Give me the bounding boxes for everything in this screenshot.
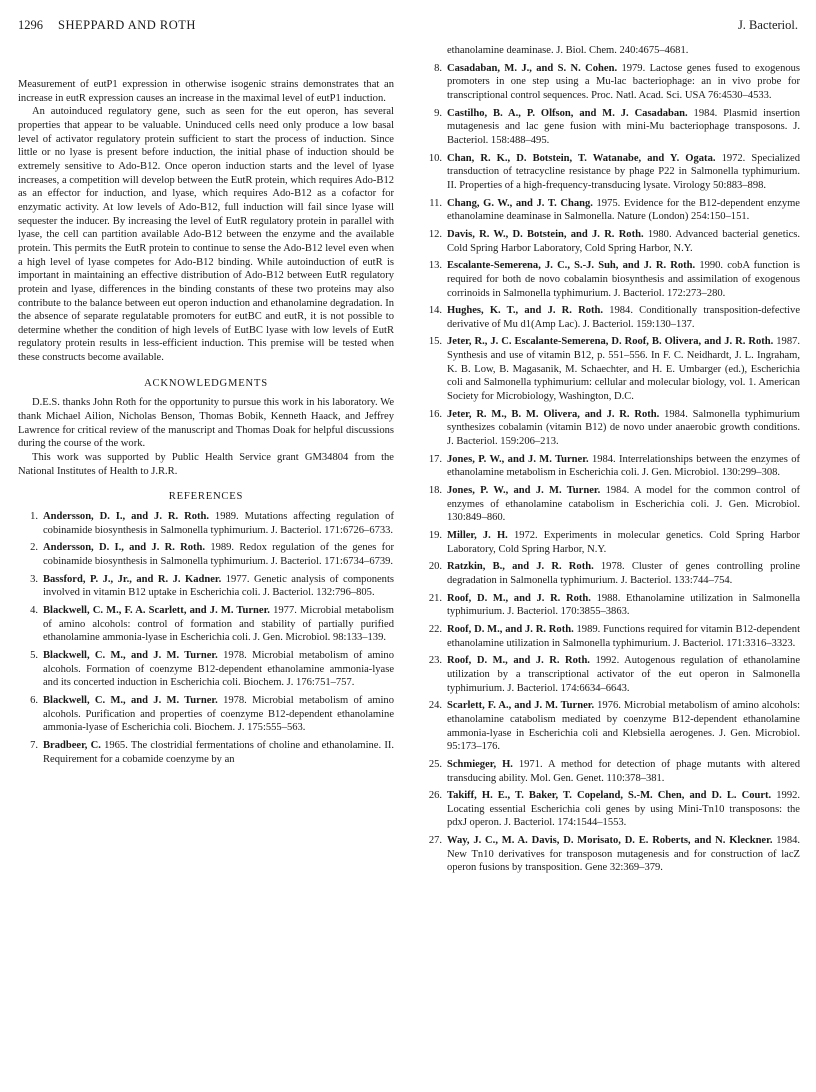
- reference-item: [422, 560, 800, 587]
- reference-number: 3.: [30, 573, 38, 585]
- reference-text: [447, 408, 800, 449]
- reference-item: [422, 304, 800, 331]
- acknowledgments-heading: ACKNOWLEDGMENTS: [144, 377, 268, 389]
- reference-authors: Bradbeer, C.: [43, 739, 101, 751]
- reference-item: [422, 335, 800, 403]
- reference-citation: 1975. Evidence for the B12-dependent enzyme ethanolamine deaminase in Salmonella. Nature (London) 254:150–151.: [447, 197, 800, 223]
- reference-item: [422, 259, 800, 300]
- reference-citation: 1980. Advanced bacterial genetics. Cold Spring Harbor Laboratory, Cold Spring Harbor, N.Y.: [447, 228, 800, 254]
- reference-number: 6.: [30, 694, 38, 706]
- reference-citation: 1992. Autogenous regulation of ethanolamine utilization by a transcriptional activator of the eut operon in Salmonella typhimurium. J. Bacteriol. 174:6634–6643.: [447, 655, 801, 694]
- reference-text: [43, 510, 394, 537]
- right-column: [422, 44, 800, 879]
- reference-item: [422, 529, 800, 556]
- reference-citation: 1989. Functions required for vitamin B12-dependent ethanolamine utilization in Salmonella typhimurium. J. Bacteriol. 171:3316–3323.: [447, 623, 800, 649]
- reference-item: [422, 44, 800, 58]
- reference-item: [422, 699, 800, 754]
- reference-authors: Jones, P. W., and J. M. Turner.: [447, 485, 601, 497]
- reference-text: [43, 604, 394, 645]
- reference-text: [447, 453, 800, 480]
- reference-item: [422, 197, 800, 224]
- reference-authors: Miller, J. H.: [447, 530, 508, 541]
- reference-number: 11.: [429, 197, 442, 209]
- acknowledgments-paragraph-1: D.E.S. thanks John Roth for the opportunity to pursue this work in his laboratory. We thank Michael Ailion, Nicholas Benson, Thomas Bobik, Kenneth Haack, and Jeffrey Lawrence for critical review of the manuscript and Thomas Doak for helpful discussions during the course of the work.: [18, 397, 394, 450]
- reference-number: 8.: [434, 62, 442, 74]
- reference-authors: Hughes, K. T., and J. R. Roth.: [447, 305, 604, 317]
- reference-item: [18, 604, 394, 645]
- reference-citation: 1987. Synthesis and use of vitamin B12, p. 551–556. In F. C. Neidhardt, J. L. Ingraham, K. B. Low, B. Magasanik, M. Schaechter, and H. E. Umbarger (ed.), Escherichia coli and Salmonella typhimurium: cellular and molecular biology, vol. 1. American Society for Microbiology, Washington, D.C.: [447, 336, 800, 403]
- reference-authors: Casadaban, M. J., and S. N. Cohen.: [447, 62, 618, 74]
- reference-number: 17.: [428, 453, 442, 465]
- reference-authors: Blackwell, C. M., and J. M. Turner.: [43, 694, 218, 706]
- reference-number: 27.: [428, 835, 442, 847]
- reference-citation: 1988. Ethanolamine utilization in Salmonella typhimurium. J. Bacteriol. 170:3855–3863.: [447, 592, 801, 618]
- reference-number: 2.: [30, 542, 38, 554]
- reference-citation: 1984. Plasmid insertion mutagenesis and lac gene fusion with mini-Mu bacteriophage transposons. J. Bacteriol. 158:488–495.: [447, 107, 800, 146]
- reference-text: [447, 699, 800, 754]
- reference-citation: 1977. Microbial metabolism of amino alcohols: control of formation and stability of partially purified ethanolamine ammonia-lyase in Escherichia coli. J. Gen. Microbiol. 98:133–139.: [43, 604, 394, 644]
- reference-citation: 1990. cobA function is required for both de novo cobalamin biosynthesis and assimilation of exogenous corrinoids in Salmonella typhimurium. J. Bacteriol. 172:273–280.: [447, 260, 800, 299]
- reference-authors: Roof, D. M., and J. R. Roth.: [447, 592, 591, 604]
- reference-item: [422, 484, 800, 525]
- references-heading: REFERENCES: [168, 491, 244, 503]
- reference-citation: 1979. Lactose genes fused to exogenous promoters in one step using a Mu-lac bacteriophage: an in vivo probe for transcriptional control sequences. Proc. Natl. Acad. Sci. USA 76:4530–4533.: [447, 62, 800, 101]
- reference-number: 20.: [428, 561, 442, 573]
- reference-item: [18, 510, 394, 537]
- reference-text: [447, 789, 800, 830]
- reference-text: [447, 62, 800, 103]
- reference-citation: 1971. A method for detection of phage mutants with altered transducing ability. Mol. Gen. Genet. 110:378–381.: [447, 758, 800, 784]
- reference-citation: 1965. The clostridial fermentations of choline and ethanolamine. II. Requirement for a cobamide coenzyme by an: [43, 739, 394, 765]
- reference-text: [447, 107, 800, 148]
- reference-text: [447, 592, 800, 619]
- reference-item: [422, 408, 800, 449]
- reference-item: [422, 453, 800, 480]
- reference-item: [422, 623, 800, 650]
- reference-authors: Andersson, D. I., and J. R. Roth.: [43, 542, 206, 554]
- body-paragraph-2: An autoinduced regulatory gene, such as seen for the eut operon, has several properties that appear to be valuable. Uninduced cells need only produce a low basal level of activator regulatory protein sufficient to start the process of induction. Since little or no lyase is present before induction, the initial phase of induction should be extremely sensitive to Ado-B12. Once operon induction starts and the level of lyase increases, a competition will develop between the EutR protein, which requires Ado-B12 as an effector for induction, and lyase, which requires Ado-B12 as a cofactor for enzymatic activity. At low levels of Ado-B12, full induction will fail since lyase will sequester the inducer. By increasing the level of EutR regulatory protein in parallel with lyase, the cell can partition available Ado-B12 between the enzyme and the available protein. This permits the EutR protein to continue to sense the Ado-B12 level even when a high level of lyase competes for Ado-B12 binding. While autoinduction of eutR is important in maintaining an effective distribution of Ado-B12 between EutR regulatory protein and lyase, differences in the binding constants of these two proteins may also contribute to the balance between eut operon induction and ethanolamine degradation. In the absence of separate regulatable promoters for eutBC and eutR, it is not possible to determine whether the condition of high levels of EutBC lyase with low levels of EutR regulatory protein results in less-efficient induction. This premise will be tested when these constructs become available.: [18, 106, 394, 364]
- reference-text: [447, 529, 800, 556]
- reference-authors: Escalante-Semerena, J. C., S.-J. Suh, and J. R. Roth.: [447, 260, 696, 272]
- reference-authors: Chan, R. K., D. Botstein, T. Watanabe, and Y. Ogata.: [447, 152, 716, 164]
- reference-authors: Chang, G. W., and J. T. Chang.: [447, 197, 593, 209]
- reference-authors: Blackwell, C. M., F. A. Scarlett, and J. M. Turner.: [43, 604, 270, 616]
- reference-authors: Way, J. C., M. A. Davis, D. Morisato, D. E. Roberts, and N. Kleckner.: [447, 835, 773, 847]
- reference-number: 23.: [428, 655, 442, 667]
- page-header: [18, 18, 798, 36]
- reference-authors: Roof, D. M., and J. R. Roth.: [447, 655, 590, 667]
- reference-authors: Roof, D. M., and J. R. Roth.: [447, 623, 574, 635]
- reference-authors: Davis, R. W., D. Botstein, and J. R. Roth.: [447, 228, 644, 240]
- reference-number: 14.: [428, 305, 442, 317]
- reference-text: [447, 654, 800, 695]
- reference-item: [18, 541, 394, 568]
- reference-item: [18, 694, 394, 735]
- reference-citation: 1978. Microbial metabolism of amino alcohols. Purification and properties of coenzyme B12-dependent ethanolamine ammonia-lyase of Escherichia coli. Biochem. J. 175:555–563.: [43, 694, 394, 734]
- reference-text: [447, 259, 800, 300]
- reference-item: [422, 62, 800, 103]
- reference-number: 19.: [428, 530, 442, 541]
- reference-citation: 1984. Salmonella typhimurium synthesizes cobalamin (vitamin B12) de novo under anaerobic growth conditions. J. Bacteriol. 159:206–213.: [447, 408, 801, 448]
- reference-authors: Jeter, R., J. C. Escalante-Semerena, D. Roof, B. Olivera, and J. R. Roth.: [447, 336, 774, 348]
- reference-number: 4.: [30, 604, 38, 616]
- reference-list-left: [18, 510, 394, 766]
- reference-text: [447, 484, 800, 525]
- reference-text: [447, 623, 800, 650]
- body-paragraph-1: Measurement of eutP1 expression in otherwise isogenic strains demonstrates that an increase in eutR expression causes an increase in the maximal level of eutP1 induction.: [18, 79, 394, 104]
- reference-number: 16.: [428, 408, 442, 420]
- reference-item: [422, 228, 800, 255]
- reference-text: [43, 573, 394, 600]
- reference-authors: Bassford, P. J., Jr., and R. J. Kadner.: [43, 573, 222, 585]
- reference-authors: Jones, P. W., and J. M. Turner.: [447, 453, 589, 465]
- reference-authors: Schmieger, H.: [447, 758, 513, 770]
- reference-authors: Jeter, R. M., B. M. Olivera, and J. R. Roth.: [447, 408, 660, 420]
- reference-item: [18, 739, 394, 766]
- reference-number: 26.: [428, 790, 442, 802]
- reference-item: [18, 573, 394, 600]
- reference-number: 25.: [428, 758, 442, 770]
- reference-number: 12.: [428, 228, 442, 240]
- reference-authors: Blackwell, C. M., and J. M. Turner.: [43, 649, 218, 661]
- reference-text: [43, 649, 394, 690]
- reference-authors: Scarlett, F. A., and J. M. Turner.: [447, 700, 595, 712]
- reference-text: [43, 541, 394, 568]
- reference-item: [422, 592, 800, 619]
- reference-number: 18.: [428, 485, 442, 497]
- reference-text: [447, 834, 800, 875]
- reference-authors: Andersson, D. I., and J. R. Roth.: [43, 511, 209, 523]
- reference-item: [422, 107, 800, 148]
- reference-number: 10.: [428, 152, 442, 164]
- reference-item: [422, 654, 800, 695]
- reference-citation: 1972. Specialized transduction of tetracycline resistance by phage P22 in Salmonella typhimurium. II. Properties of a high-frequency-transducing lysate. Virology 50:883–898.: [447, 152, 801, 191]
- page-number: 1296: [18, 18, 43, 32]
- reference-citation: 1984. A model for the common control of enzymes of ethanolamine catabolism in Escherichia coli. J. Gen. Microbiol. 130:849–860.: [447, 485, 800, 524]
- reference-text: [447, 228, 800, 255]
- reference-item: [18, 649, 394, 690]
- reference-number: 1.: [30, 511, 38, 523]
- reference-citation: ethanolamine deaminase. J. Biol. Chem. 240:4675–4681.: [447, 45, 689, 56]
- reference-citation: 1984. Interrelationships between the enzymes of ethanolamine metabolism in Escherichia coli. J. Gen. Microbiol. 130:299–308.: [447, 453, 800, 479]
- reference-citation: 1978. Cluster of genes controlling proline degradation in Salmonella typhimurium. J. Bacteriol. 133:744–754.: [447, 561, 800, 586]
- reference-authors: Castilho, B. A., P. Olfson, and M. J. Casadaban.: [447, 107, 688, 119]
- reference-citation: 1989. Redox regulation of the genes for cobinamide biosynthesis in Salmonella typhimurium. J. Bacteriol. 171:6734–6739.: [43, 542, 394, 567]
- reference-text: [447, 44, 800, 58]
- reference-number: 21.: [428, 592, 442, 604]
- reference-citation: 1977. Genetic analysis of components involved in vitamin B12 uptake in Escherichia coli. J. Bacteriol. 132:796–805.: [43, 573, 394, 599]
- reference-text: [447, 560, 800, 587]
- reference-authors: Takiff, H. E., T. Baker, T. Copeland, S.-M. Chen, and D. L. Court.: [447, 790, 772, 802]
- reference-number: 5.: [30, 649, 38, 661]
- reference-citation: 1976. Microbial metabolism of amino alcohols: ethanolamine catabolism mediated by coenzyme B12-dependent ethanolamine ammonia-lyase in Escherichia coli and Klebsiella aerogenes. J. Gen. Microbiol. 95:173–176.: [447, 700, 800, 753]
- reference-item: [422, 152, 800, 193]
- reference-citation: 1972. Experiments in molecular genetics. Cold Spring Harbor Laboratory, Cold Spring Harbor, N.Y.: [447, 530, 800, 555]
- reference-authors: Ratzkin, B., and J. R. Roth.: [447, 561, 594, 573]
- journal-name: J. Bacteriol.: [737, 18, 798, 32]
- reference-text: [43, 739, 394, 766]
- reference-text: [43, 694, 394, 735]
- reference-citation: 1978. Microbial metabolism of amino alcohols. Formation of coenzyme B12-dependent ethanolamine ammonia-lyase and its concerted induction in Escherichia coli. Biochem. J. 176:751–757.: [43, 649, 394, 689]
- acknowledgments-paragraph-2: This work was supported by Public Health Service grant GM34804 from the National Institutes of Health to J.R.R.: [18, 452, 394, 477]
- running-head: SHEPPARD AND ROTH: [58, 18, 196, 32]
- reference-text: [447, 152, 800, 193]
- reference-number: 24.: [428, 700, 442, 712]
- reference-number: 22.: [428, 623, 442, 635]
- reference-number: 13.: [428, 260, 442, 272]
- reference-number: [422, 44, 447, 58]
- left-column: [18, 78, 394, 770]
- reference-citation: 1984. Conditionally transposition-defective derivative of Mu d1(Amp Lac). J. Bacteriol. 159:130–137.: [447, 305, 801, 330]
- reference-item: [422, 758, 800, 785]
- reference-text: [447, 758, 800, 785]
- reference-number: 9.: [434, 107, 442, 119]
- reference-list-right: [422, 44, 800, 875]
- reference-citation: 1992. Locating essential Escherichia coli genes by using Mini-Tn10 transposons: the pdxJ operon. J. Bacteriol. 174:1544–1553.: [447, 790, 801, 829]
- reference-text: [447, 335, 800, 403]
- reference-citation: 1989. Mutations affecting regulation of cobinamide biosynthesis in Salmonella typhimurium. J. Bacteriol. 171:6726–6733.: [43, 511, 394, 536]
- reference-text: [447, 304, 800, 331]
- reference-item: [422, 834, 800, 875]
- reference-number: 15.: [428, 336, 442, 348]
- reference-text: [447, 197, 800, 224]
- reference-number: 7.: [30, 739, 38, 751]
- reference-item: [422, 789, 800, 830]
- reference-citation: 1984. New Tn10 derivatives for transposon mutagenesis and for construction of lacZ operon fusions by transposition. Gene 32:369–379.: [447, 835, 800, 874]
